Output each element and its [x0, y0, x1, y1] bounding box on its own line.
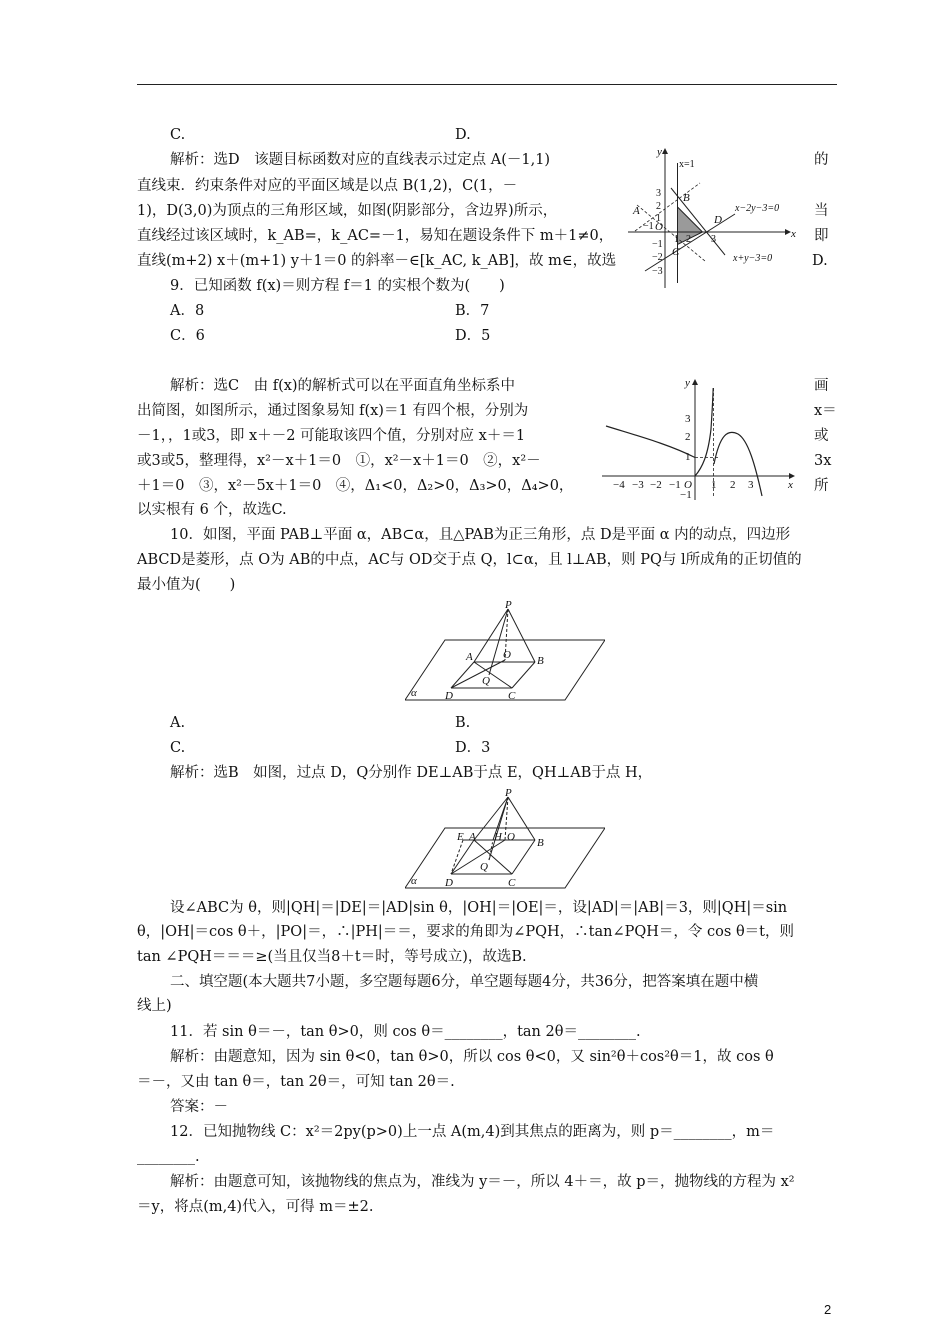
svg-text:D: D: [445, 690, 453, 702]
svg-text:2: 2: [730, 479, 736, 491]
text-line: D.: [812, 253, 828, 269]
text-line: 解析：由题意知，因为 sin θ<0，tan θ>0，所以 cos θ<0，又 sin²θ＋cos²θ＝1，故 cos θ: [170, 1049, 774, 1065]
fig1-label: O: [655, 221, 663, 233]
text-line: ＋1＝0 ③，x²－5x＋1＝0 ④，Δ₁<0，Δ₂>0，Δ₃>0，Δ₄>0，: [137, 478, 574, 494]
svg-text:−2: −2: [652, 252, 663, 263]
fig1-label: B: [683, 192, 690, 204]
svg-text:x: x: [788, 479, 793, 491]
svg-text:2: 2: [685, 431, 691, 443]
text-line: A.: [170, 715, 186, 731]
curve-left: [606, 426, 695, 458]
svg-text:B: B: [537, 655, 544, 667]
fig1-label: D: [714, 214, 722, 226]
text-line: D.: [455, 127, 471, 143]
svg-text:−1: −1: [669, 479, 681, 491]
svg-text:P: P: [505, 788, 512, 799]
text-line: 1)，D(3,0)为顶点的三角形区域，如图(阴影部分，含边界)所示，: [137, 203, 558, 219]
text-line: 当: [814, 203, 829, 219]
curve-middle: [695, 388, 713, 476]
svg-text:−1: −1: [652, 239, 663, 250]
figure-function-graph: [598, 374, 803, 504]
svg-text:3: 3: [656, 188, 661, 199]
svg-text:C: C: [508, 690, 516, 702]
page-number: 2: [824, 1302, 832, 1317]
text-line: 答案：－: [170, 1099, 228, 1115]
text-line: 出简图，如图所示，通过图象易知 f(x)＝1 有四个根，分别为: [137, 403, 529, 419]
text-line: 设∠ABC为 θ，则|QH|＝|DE|＝|AD|sin θ，|OH|＝|OE|＝，设|AD|＝|AB|＝3，则|QH|＝sin: [170, 900, 788, 916]
text-line: 直线束．约束条件对应的平面区域是以点 B(1,2)，C(1，－: [137, 178, 518, 194]
text-line: 12．已知抛物线 C：x²＝2py(p>0)上一点 A(m,4)到其焦点的距离为，则 p＝________，m＝: [170, 1124, 775, 1140]
fig1-label: x=1: [679, 159, 695, 170]
text-line: 11．若 sin θ＝－，tan θ>0，则 cos θ＝________，tan 2θ＝________.: [170, 1024, 641, 1040]
curve-right: [714, 432, 762, 496]
svg-text:A: A: [469, 831, 476, 843]
fig1-label: x−2y−3=0: [735, 203, 780, 214]
text-line: 的: [814, 152, 829, 168]
text-line: B．7: [455, 303, 490, 319]
svg-text:1: 1: [685, 451, 691, 463]
svg-text:y: y: [685, 377, 690, 389]
text-line: 即: [814, 228, 829, 244]
text-line: x＝: [814, 403, 837, 419]
svg-text:1: 1: [711, 479, 717, 491]
text-line: ＝－，又由 tan θ＝，tan 2θ＝，可知 tan 2θ＝.: [137, 1074, 455, 1090]
fig1-label: C: [672, 246, 680, 258]
text-line: 解析：选B 如图，过点 D，Q分别作 DE⊥AB于点 E，QH⊥AB于点 H，: [170, 765, 653, 781]
text-line: 最小值为( ): [137, 577, 236, 593]
text-line: 直线(m+2) x＋(m+1) y＋1＝0 的斜率－∈[k_AC, k_AB]，故 m∈，故选: [137, 253, 617, 269]
text-line: C．6: [170, 328, 205, 344]
text-line: 或3或5，整理得，x²－x＋1＝0 ①，x²－x＋1＝0 ②，x²－: [137, 453, 541, 469]
text-line: D．3: [455, 740, 491, 756]
fig1-label: x: [791, 228, 796, 240]
text-line: 10．如图，平面 PAB⊥平面 α，AB⊂α，且△PAB为正三角形，点 D是平面 α 内的动点，四边形: [170, 527, 791, 543]
text-line: C.: [170, 127, 186, 143]
svg-text:−1: −1: [643, 221, 654, 232]
svg-text:3: 3: [711, 234, 716, 245]
svg-text:1: 1: [674, 234, 679, 245]
text-line: 以实根有 6 个，故选C.: [137, 502, 287, 518]
svg-text:−1: −1: [680, 489, 692, 501]
text-line: C.: [170, 740, 186, 756]
fig1-label: x+y−3=0: [733, 253, 773, 264]
svg-text:−3: −3: [652, 266, 663, 277]
fig1-label: y: [657, 146, 662, 158]
svg-text:Q: Q: [480, 861, 488, 873]
text-line: 二、填空题(本大题共7小题，多空题每题6分，单空题每题4分，共36分，把答案填在题中横: [170, 974, 759, 990]
svg-text:P: P: [505, 600, 512, 611]
text-line: θ，|OH|＝cos θ＋，|PO|＝，∴|PH|＝＝，要求的角即为∠PQH，∴tan∠PQH＝，令 cos θ＝t，则: [137, 924, 795, 940]
text-line: ________.: [137, 1149, 200, 1165]
text-line: 解析：由题意可知，该抛物线的焦点为，准线为 y＝－，所以 4＋＝，故 p＝，抛物线的方程为 x²: [170, 1174, 795, 1190]
svg-text:−2: −2: [650, 479, 662, 491]
text-line: 或: [814, 428, 829, 444]
header-rule: [137, 84, 837, 85]
text-line: 线上): [137, 998, 172, 1014]
svg-text:1: 1: [656, 213, 661, 224]
text-line: 所: [814, 478, 829, 494]
text-line: tan ∠PQH＝＝＝≥(当且仅当8＋t＝时，等号成立)，故选B.: [137, 949, 527, 965]
svg-text:−4: −4: [613, 479, 625, 491]
svg-text:2: 2: [656, 201, 661, 212]
text-line: ＝y，将点(m,4)代入，可得 m＝±2.: [137, 1199, 374, 1215]
svg-text:D: D: [445, 877, 453, 889]
text-line: 解析：选D 该题目标函数对应的直线表示过定点 A(－1,1): [170, 152, 551, 168]
svg-text:Q: Q: [482, 675, 490, 687]
text-line: 9．已知函数 f(x)＝则方程 f＝1 的实根个数为( ): [170, 278, 505, 294]
svg-text:−3: −3: [632, 479, 644, 491]
text-line: B.: [455, 715, 471, 731]
svg-text:α: α: [411, 875, 417, 887]
text-line: ABCD是菱形，点 O为 AB的中点，AC与 OD交于点 Q，l⊂α，且 l⊥AB，则 PQ与 l所成角的正切值的: [137, 552, 802, 568]
svg-text:A: A: [466, 651, 473, 663]
text-line: 直线经过该区域时，k_AB=，k_AC=－1，易知在题设条件下 m＋1≠0，: [137, 228, 614, 244]
text-line: A．8: [170, 303, 205, 319]
svg-text:2: 2: [686, 234, 691, 245]
figure-pyramid-2: [405, 788, 605, 892]
figure-pyramid-1: [405, 600, 605, 704]
svg-text:B: B: [537, 837, 544, 849]
text-line: 解析：选C 由 f(x)的解析式可以在平面直角坐标系中: [170, 378, 516, 394]
fig1-label: A: [633, 205, 640, 217]
svg-text:H: H: [494, 831, 502, 843]
text-line: －1，，1或3，即 x＋－2 可能取该四个值，分别对应 x＋＝1: [137, 428, 526, 444]
svg-text:α: α: [411, 687, 417, 699]
svg-text:O: O: [684, 479, 692, 491]
svg-text:O: O: [503, 649, 511, 661]
figure-feasible-region: [625, 143, 805, 293]
text-line: D．5: [455, 328, 491, 344]
svg-text:O: O: [507, 831, 515, 843]
svg-text:3: 3: [748, 479, 754, 491]
svg-text:E: E: [457, 831, 464, 843]
text-line: 3x: [814, 453, 832, 469]
svg-text:3: 3: [685, 413, 691, 425]
svg-text:C: C: [508, 877, 516, 889]
text-line: 画: [814, 378, 829, 394]
